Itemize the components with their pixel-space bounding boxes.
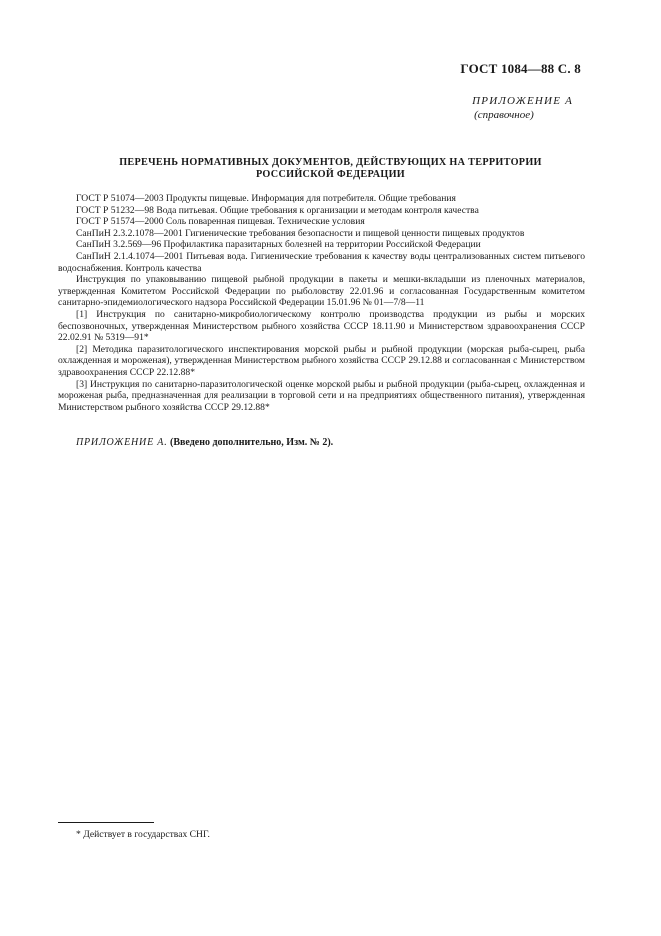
list-item: [2] Методика паразитологического инспектирования морской рыбы и рыбной продукции (морская рыба-сырец, рыба охлажденная и мороженая), утвержденная Министерством рыбного хозяйства СССР 29.12.88 и согласованная с Министерством здравоохранения СССР 22.12.88* — [58, 343, 585, 378]
amendment-note-text: (Введено дополнительно, Изм. № 2). — [170, 437, 334, 448]
amendment-note-label: ПРИЛОЖЕНИЕ А. — [76, 437, 168, 448]
list-item: СанПиН 2.3.2.1078—2001 Гигиенические требования безопасности и пищевой ценности пищевых продуктов — [76, 227, 525, 239]
list-item: ГОСТ Р 51574—2000 Соль поваренная пищевая. Технические условия — [76, 216, 365, 228]
footnote-divider — [58, 822, 154, 823]
list-item: Инструкция по упаковыванию пищевой рыбной продукции в пакеты и мешки-вкладыши из пленочных материалов, утвержденная Комитетом Российской Федерации по рыболовству 22.01.96 и согласованная Государственным комитетом санитарно-эпидемиологического надзора Российской Федерации 15.01.96 № 01—7/8—11 — [58, 274, 585, 309]
list-item: СанПиН 3.2.569—96 Профилактика паразитарных болезней на территории Российской Федерации — [76, 239, 481, 251]
section-title-line-1: ПЕРЕЧЕНЬ НОРМАТИВНЫХ ДОКУМЕНТОВ, ДЕЙСТВУЮЩИХ НА ТЕРРИТОРИИ — [119, 157, 542, 168]
section-title — [75, 157, 586, 181]
appendix-kind: (справочное) — [474, 109, 534, 121]
amendment-note — [76, 437, 333, 448]
appendix-label — [472, 95, 573, 121]
list-item: ГОСТ Р 51074—2003 Продукты пищевые. Информация для потребителя. Общие требования — [76, 193, 456, 204]
page-header: ГОСТ 1084—88 С. 8 — [460, 61, 581, 76]
list-item: [3] Инструкция по санитарно-паразитологической оценке морской рыбы и рыбной продукции (рыба-сырец, охлажденная и мороженая рыба, предназначенная для реализации в торговой сети и на предприятиях общественного питания), утвержденная Министерством рыбного хозяйства СССР 29.12.88* — [58, 378, 585, 413]
list-item: [1] Инструкция по санитарно-микробиологическому контролю производства продукции из рыбы и морских беспозвоночных, утвержденная Министерством рыбного хозяйства СССР 18.11.90 и Министерством здравоохранения СССР 22.02.91 № 5319—91* — [58, 308, 585, 344]
document-list — [58, 193, 585, 413]
footnote: * Действует в государствах СНГ. — [76, 829, 210, 840]
section-title-line-2: РОССИЙСКОЙ ФЕДЕРАЦИИ — [255, 169, 406, 180]
list-item: СанПиН 2.1.4.1074—2001 Питьевая вода. Гигиенические требования к качеству воды централизованных систем питьевого водоснабжения. Контроль качества — [58, 250, 585, 274]
appendix-title: ПРИЛОЖЕНИЕ А — [472, 95, 573, 107]
list-item: ГОСТ Р 51232—98 Вода питьевая. Общие требования к организации и методам контроля качества — [76, 204, 479, 216]
